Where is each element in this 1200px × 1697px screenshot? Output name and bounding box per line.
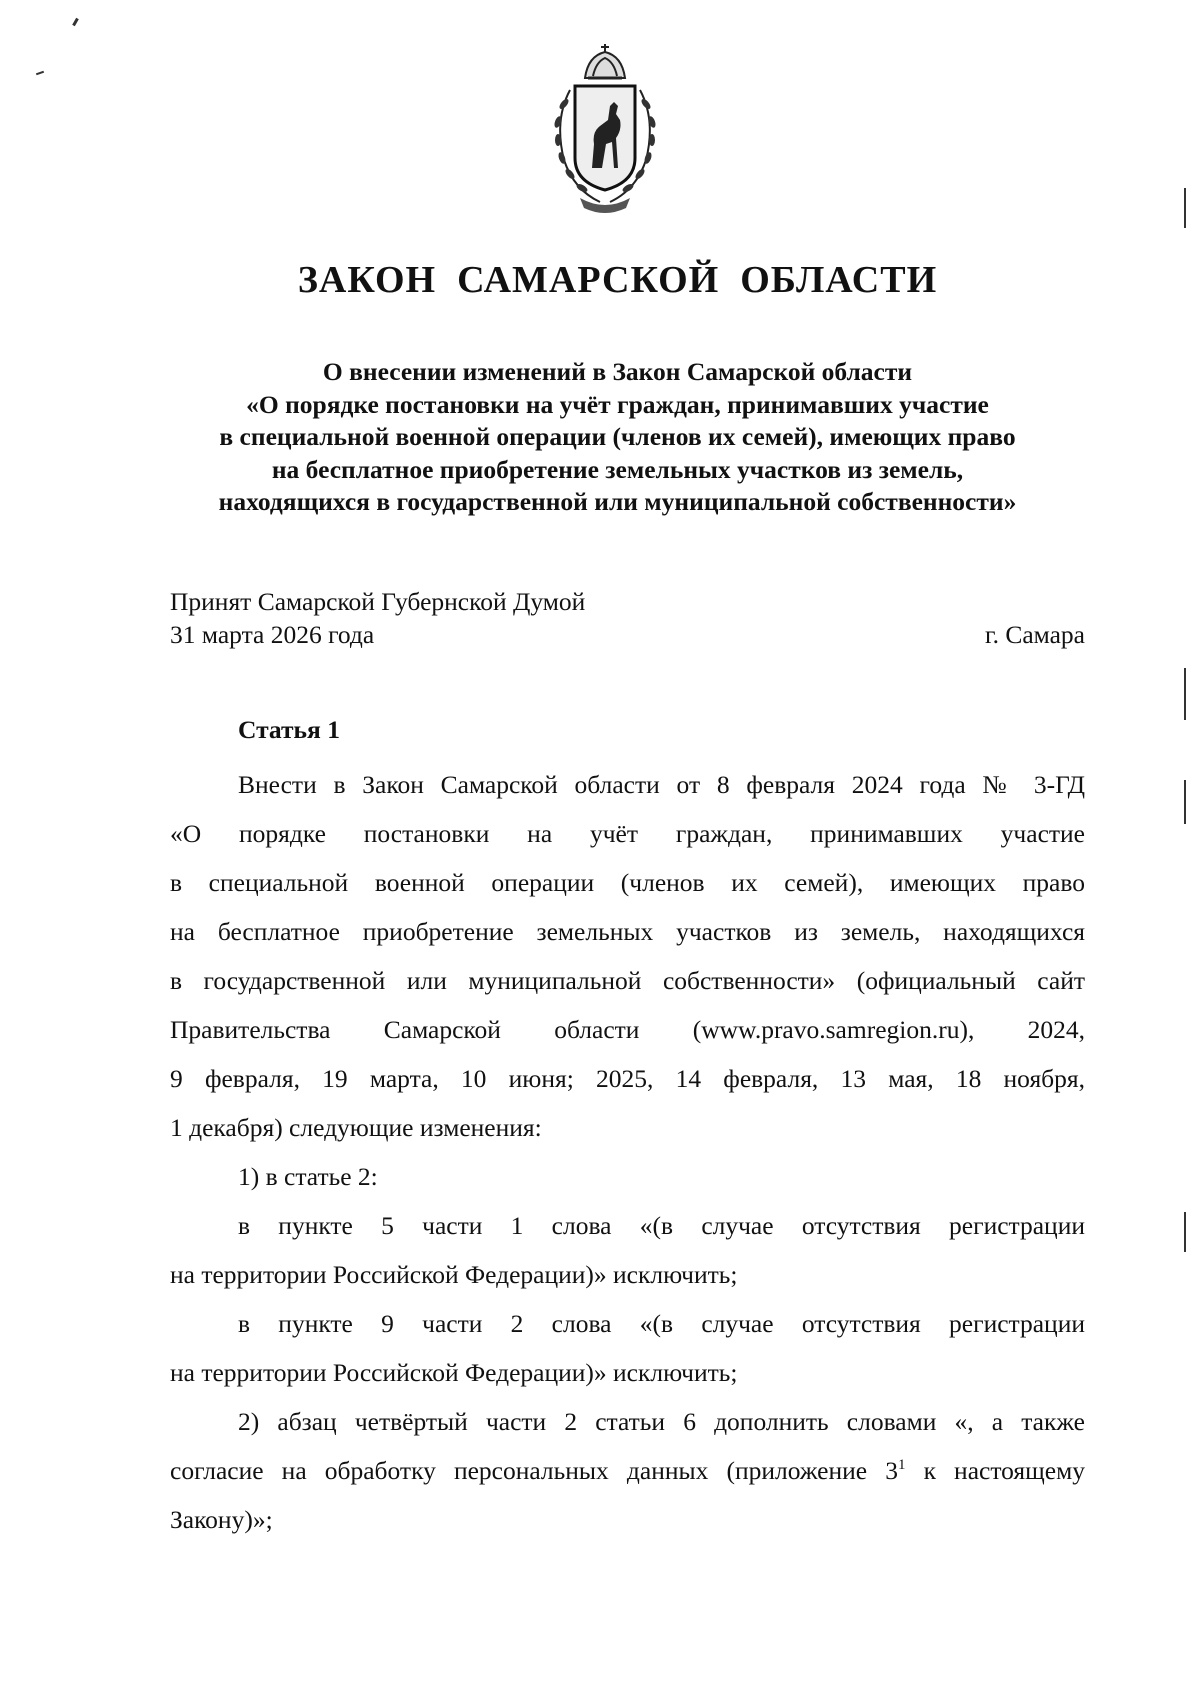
scan-artifact <box>36 71 44 76</box>
paragraph-line-with-superscript <box>170 1446 1085 1495</box>
paragraph-line: «О порядке постановки на учёт граждан, принимавших участие <box>170 819 1085 848</box>
scan-artifact <box>72 18 79 26</box>
paragraph-line: 9 февраля, 19 марта, 10 июня; 2025, 14 февраля, 13 мая, 18 ноября, <box>170 1064 1085 1093</box>
paragraph-line: Правительства Самарской области (www.pravo.samregion.ru), 2024, <box>170 1015 1085 1044</box>
paragraph-line: на территории Российской Федерации)» исключить; <box>170 1358 738 1387</box>
law-title: ЗАКОН САМАРСКОЙ ОБЛАСТИ <box>297 259 938 301</box>
coat-of-arms-emblem <box>530 40 680 216</box>
paragraph-line: в пункте 9 части 2 слова «(в случае отсутствия регистрации <box>238 1309 1085 1338</box>
subtitle-line: находящихся в государственной или муниципальной собственности» <box>218 487 1017 516</box>
text-segment: к настоящему <box>905 1456 1085 1485</box>
scan-artifact <box>1184 188 1186 228</box>
adoption-date: 31 марта 2026 года <box>170 620 375 649</box>
subtitle-line: в специальной военной операции (членов их семей), имеющих право <box>219 422 1016 451</box>
text-segment: согласие на обработку персональных данных (приложение 3 <box>170 1456 898 1485</box>
adoption-date-row <box>170 618 1085 651</box>
scan-artifact <box>1184 668 1186 720</box>
scan-artifact <box>1184 780 1186 824</box>
superscript: 1 <box>897 1457 906 1473</box>
paragraph-line: 1 декабря) следующие изменения: <box>170 1113 542 1142</box>
subtitle-line: на бесплатное приобретение земельных участков из земель, <box>271 454 964 484</box>
subtitle-line: О внесении изменений в Закон Самарской области <box>322 357 913 386</box>
paragraph-line: на территории Российской Федерации)» исключить; <box>170 1260 738 1289</box>
paragraph-line: Внести в Закон Самарской области от 8 февраля 2024 года № 3-ГД <box>238 770 1085 799</box>
adoption-city: г. Самара <box>984 620 1085 649</box>
paragraph-line: в специальной военной операции (членов их семей), имеющих право <box>170 868 1085 897</box>
paragraph-line: в пункте 5 части 1 слова «(в случае отсутствия регистрации <box>238 1211 1085 1240</box>
paragraph-line: 2) абзац четвёртый части 2 статьи 6 дополнить словами «, а также <box>238 1407 1085 1436</box>
article-body <box>170 760 1085 1544</box>
paragraph-line: на бесплатное приобретение земельных участков из земель, находящихся <box>170 917 1085 946</box>
paragraph-line: в государственной или муниципальной собственности» (официальный сайт <box>170 966 1085 995</box>
adoption-block <box>170 585 1085 651</box>
paragraph-line: Закону)»; <box>170 1505 273 1534</box>
adopted-by: Принят Самарской Губернской Думой <box>170 587 586 616</box>
scan-artifact <box>1184 1212 1186 1252</box>
law-subtitle <box>140 356 1095 519</box>
subtitle-line: «О порядке постановки на учёт граждан, принимавших участие <box>246 389 989 419</box>
article-heading: Статья 1 <box>238 715 340 744</box>
item-heading: 1) в статье 2: <box>238 1162 378 1191</box>
